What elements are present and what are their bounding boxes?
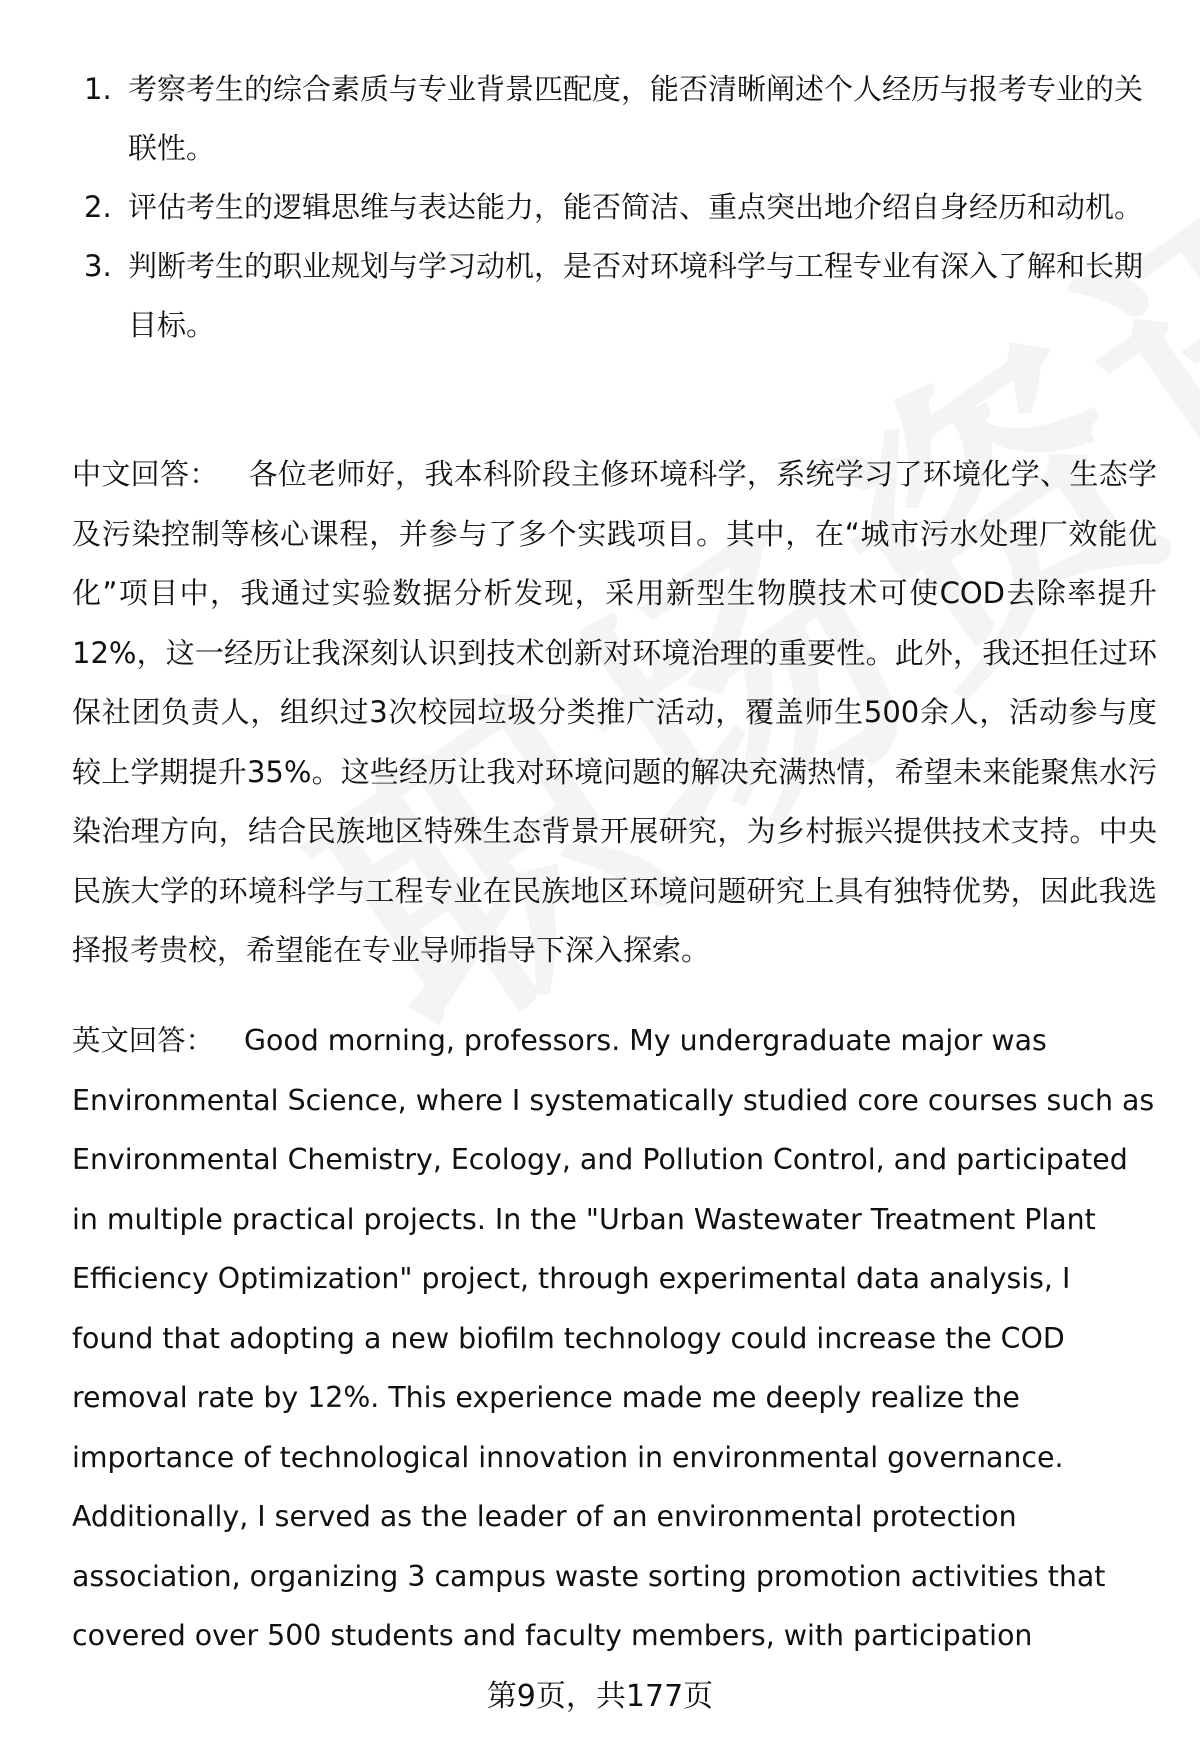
criteria-text: 考察考生的综合素质与专业背景匹配度，能否清晰阐述个人经历与报考专业的关联性。 [128, 72, 1144, 165]
chinese-answer-text: 各位老师好，我本科阶段主修环境科学，系统学习了环境化学、生态学及污染控制等核心课程，并参与了多个实践项目。其中，在“城市污水处理厂效能优化”项目中，我通过实验数据分析发现，采用新型生物膜技术可使COD去除率提升12%，这一经历让我深刻认识到技术创新对环境治理的重要性。此外，我还担任过环保社团负责人，组织过3次校园垃圾分类推广活动，覆盖师生500余人，活动参与度较上学期提升35%。这些经历让我对环境问题的解决充满热情，希望未来能聚焦水污染治理方向，结合民族地区特殊生态背景开展研究，为乡村振兴提供技术支持。中央民族大学的环境科学与工程专业在民族地区环境问题研究上具有独特优势，因此我选择报考贵校，希望能在专业导师指导下深入探索。 [72, 457, 1157, 967]
criteria-list [72, 60, 1152, 355]
criteria-number: 3. [84, 249, 112, 283]
criteria-item [72, 60, 1152, 178]
english-answer-label: 英文回答： [72, 1024, 214, 1057]
criteria-number: 1. [84, 72, 112, 106]
english-answer-text: Good morning, professors. My undergraduate major was Environmental Science, where I systematically studied core courses such as Environmental Chemistry, Ecology, and Pollution Control, and participated in multiple practical projects. In the "Urban Wastewater Treatment Plant Efficiency Optimization" project, through experimental data analysis, I found that adopting a new biofilm technology could increase the COD removal rate by 12%. This experience made me deeply realize the importance of technological innovation in environmental governance. Additionally, I served as the leader of an environmental protection association, organizing 3 campus waste sorting promotion activities that covered over 500 students and faculty members, with participation [72, 1024, 1155, 1652]
criteria-text: 判断考生的职业规划与学习动机，是否对环境科学与工程专业有深入了解和长期目标。 [128, 249, 1144, 342]
criteria-text: 评估考生的逻辑思维与表达能力，能否简洁、重点突出地介绍自身经历和动机。 [128, 190, 1144, 224]
criteria-item [72, 178, 1152, 237]
english-answer [72, 1011, 1157, 1666]
criteria-item [72, 237, 1152, 355]
page-footer: 第9页，共177页 [486, 1679, 714, 1714]
chinese-answer [72, 445, 1157, 981]
chinese-answer-label: 中文回答： [72, 457, 219, 491]
criteria-number: 2. [84, 190, 112, 224]
